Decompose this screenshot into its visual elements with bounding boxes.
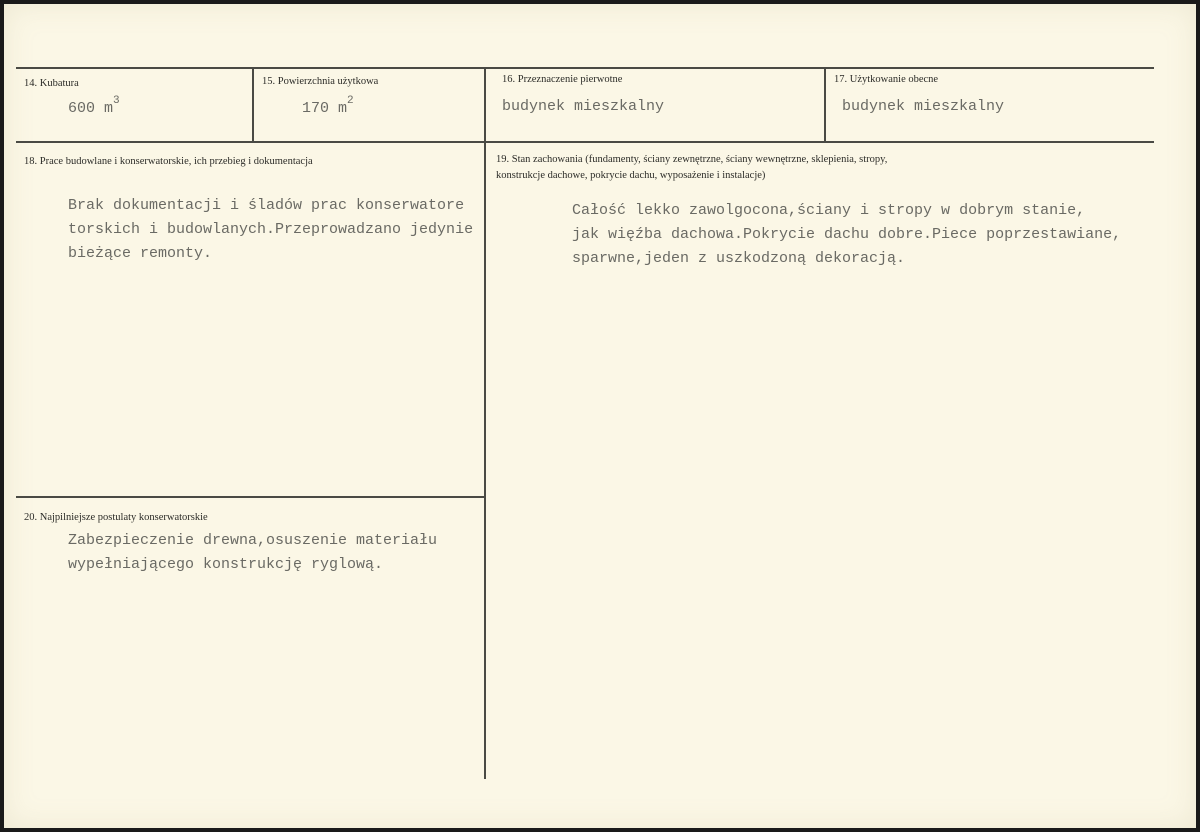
field-16-value: budynek mieszkalny bbox=[502, 98, 665, 115]
rule-18-20 bbox=[16, 496, 485, 498]
top-rule bbox=[16, 67, 1154, 69]
field-17-label: 17. Użytkowanie obecne bbox=[834, 74, 939, 85]
divider-16-17 bbox=[824, 67, 826, 143]
field-15-value: 170 $m^2$ bbox=[302, 95, 354, 117]
field-15-label: 15. Powierzchnia użytkowa bbox=[262, 76, 379, 87]
field-19-label-line2: konstrukcje dachowe, pokrycie dachu, wyposażenie i instalacje) bbox=[496, 170, 766, 181]
field-19-label-line1: 19. Stan zachowania (fundamenty, ściany zewnętrzne, ściany wewnętrzne, sklepienia, stropy, bbox=[496, 154, 888, 165]
field-14-value: 600 $m^3$ bbox=[68, 95, 120, 117]
field-18-label: 18. Prace budowlane i konserwatorskie, ich przebieg i dokumentacja bbox=[24, 156, 313, 167]
field-14-label: 14. Kubatura bbox=[24, 78, 79, 89]
divider-left-right bbox=[484, 141, 486, 779]
field-19-text: Całość lekko zawolgocona,ściany i stropy w dobrym stanie, jak więźba dachowa.Pokrycie dachu dobre.Piece poprzestawiane, sparwne,jeden z uszkodzoną dekoracją. bbox=[572, 202, 1122, 267]
row1-bottom-rule bbox=[16, 141, 1154, 143]
field-20-text: Zabezpieczenie drewna,osuszenie materiału wypełniającego konstrukcję ryglową. bbox=[68, 532, 438, 573]
field-17-value: budynek mieszkalny bbox=[842, 98, 1005, 115]
field-18-text: Brak dokumentacji i śladów prac konserwatore torskich i budowlanych.Przeprowadzano jedynie bieżące remonty. bbox=[68, 197, 474, 262]
field-20-label: 20. Najpilniejsze postulaty konserwatorskie bbox=[24, 512, 208, 523]
field-16-label: 16. Przeznaczenie pierwotne bbox=[502, 74, 623, 85]
record-card bbox=[4, 4, 1196, 828]
divider-15-16 bbox=[484, 67, 486, 143]
divider-14-15 bbox=[252, 67, 254, 143]
